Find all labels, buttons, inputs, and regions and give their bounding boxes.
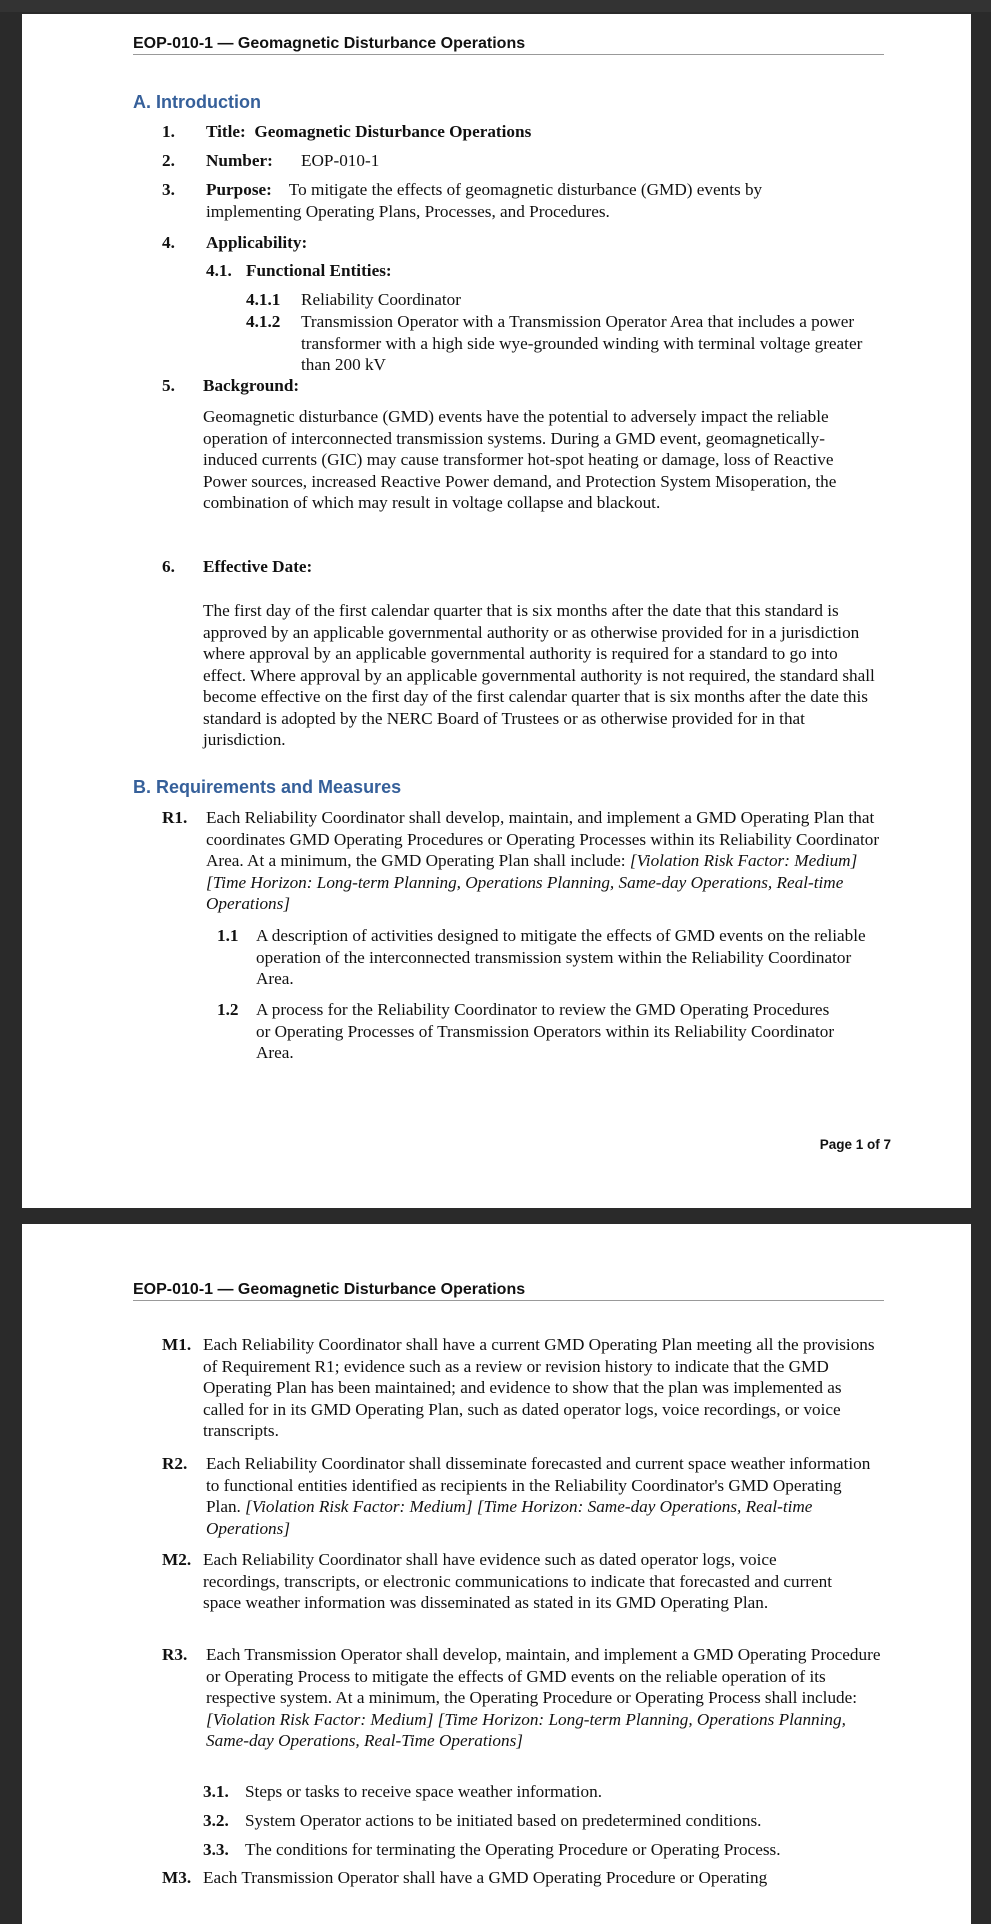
page-number: Page 1 of 7 bbox=[819, 1137, 891, 1152]
r2-risk-factor: [Violation Risk Factor: Medium] [Time Horizon: Same-day Operations, Real-time Operations] bbox=[206, 1497, 813, 1538]
r3-text: Each Transmission Operator shall develop, maintain, and implement a GMD Operating Procedure or Operating Process to mitigate the effects of GMD events on the reliable operation of its respective system. At a minimum, the Operating Procedure or Operating Process shall include: bbox=[206, 1645, 881, 1707]
purpose-label: Purpose: bbox=[206, 180, 272, 199]
section-a-heading: A. Introduction bbox=[133, 92, 261, 112]
background-label: Background: bbox=[203, 376, 300, 395]
purpose-value: To mitigate the effects of geomagnetic disturbance (GMD) events by implementing Operating Plans, Processes, and Procedures. bbox=[206, 180, 763, 221]
document-page-2: EOP-010-1 — Geomagnetic Disturbance Operations M1. Each Reliability Coordinator shall have a current GMD Operating Plan meeting all the provisions of Requirement R1; evidence such as a review or revision history to indicate that the GMD Operating Plan has been maintained; and evidence to show that the plan was implemented as called for in its GMD Operating Plan, such as dated operator logs, voice recordings, or voice transcripts. R2. Each Reliability Coordinator shall disseminate forecasted and current space weather information to functional entities identified as recipients in the Reliability Coordinator's GMD Operating Plan. [Violation Risk Factor: Medium] [Time Horizon: Same-day Operations, Real-time Operations] M2. Each Reliability Coordinator shall have evidence such as dated operator logs, voice recordings, transcripts, or electronic communications to indicate that forecasted and current space weather information was disseminated as stated in its GMD Operating Plan. R3. Each Transmission Operator shall develop, maintain, and implement a GMD Operating Procedure or Operating Process to mitigate the effects of GMD events on the reliable operation of its respective system. At a minimum, the Operating Procedure or Operating Process shall include: [Violation Risk Factor: Medium] [Time Horizon: Long-term Planning, Operations Planning, Same-day Operations, Real-Time Operations] 3.1. Steps or tasks to receive space weather information. 3.2. System Operator actions to be initiated based on predetermined conditions. 3.3. The conditions for terminating the Operating Procedure or Operating Process. M3. Each Transmission Operator shall have a GMD Operating Procedure or Operating bbox=[22, 1224, 971, 1924]
background-text: Geomagnetic disturbance (GMD) events have the potential to adversely impact the reliable operation of interconnected transmission systems. During a GMD event, geomagnetically-induced currents (GIC) may cause transformer hot-spot heating or damage, loss of Reactive Power sources, increased Reactive Power demand, and Protection System Misoperation, the combination of which may result in voltage collapse and blackout. bbox=[203, 407, 837, 512]
section-b-heading: B. Requirements and Measures bbox=[133, 777, 402, 797]
applicability-label: Applicability: bbox=[206, 233, 308, 252]
page-header: EOP-010-1 — Geomagnetic Disturbance Operations bbox=[133, 1281, 884, 1301]
page-header: EOP-010-1 — Geomagnetic Disturbance Operations bbox=[133, 35, 884, 55]
effective-label: Effective Date: bbox=[203, 557, 313, 576]
r1-risk-factor: [Violation Risk Factor: Medium] [Time Horizon: Long-term Planning, Operations Planning, Same-day Operations, Real-time Operations] bbox=[206, 851, 858, 913]
effective-text: The first day of the first calendar quarter that is six months after the date that this standard is approved by an applicable governmental authority or as otherwise provided for in a jurisdiction where approval by an applicable governmental authority is required for a standard to go into effect. Where approval by an applicable governmental authority is not required, the standard shall become effective on the first day of the first calendar quarter that is six months after the date this standard is adopted by the NERC Board of Trustees or as otherwise provided for in that jurisdiction. bbox=[203, 601, 875, 749]
number-label: Number: bbox=[206, 151, 273, 170]
r2-text: Each Reliability Coordinator shall disseminate forecasted and current space weather information to functional entities identified as recipients in the Reliability Coordinator's GMD Operating Plan. bbox=[206, 1454, 871, 1516]
number-value: EOP-010-1 bbox=[301, 151, 380, 170]
title-value: Geomagnetic Disturbance Operations bbox=[254, 122, 532, 141]
r1-text: Each Reliability Coordinator shall develop, maintain, and implement a GMD Operating Plan that coordinates GMD Operating Procedures or Operating Processes within its Reliability Coordinator Area. At a minimum, the GMD Operating Plan shall include: bbox=[206, 808, 880, 870]
functional-label: Functional Entities: bbox=[246, 261, 392, 280]
viewer-top-bar bbox=[0, 0, 991, 12]
document-page-1: EOP-010-1 — Geomagnetic Disturbance Operations A. Introduction 1. Title: Geomagnetic Disturbance Operations 2. Number: EOP-010-1 3. Purpose: To mitigate the effects of geomagnetic disturbance (GMD) events by implementing Operating Plans, Processes, and Procedures. 4. Applicability: 4.1. Functional Entities: 4.1.1 Reliability Coordinator 4.1.2 Transmission Operator with a Transmission Operator Area that includes a power transformer with a high side wye-grounded winding with terminal voltage greater than 200 kV 5. Background: Geomagnetic disturbance (GMD) events have the potential to adversely impact the reliable operation of interconnected transmission systems. During a GMD event, geomagnetically-induced currents (GIC) may cause transformer hot-spot heating or damage, loss of Reactive Power sources, increased Reactive Power demand, and Protection System Misoperation, the combination of which may result in voltage collapse and blackout. 6. Effective Date: The first day of the first calendar quarter that is six months after the date that this standard is approved by an applicable governmental authority or as otherwise provided for in a jurisdiction where approval by an applicable governmental authority is required for a standard to go into effect. Where approval by an applicable governmental authority is not required, the standard shall become effective on the first day of the first calendar quarter that is six months after the date this standard is adopted by the NERC Board of Trustees or as otherwise provided for in that jurisdiction. B. Requirements and Measures R1. Each Reliability Coordinator shall develop, maintain, and implement a GMD Operating Plan that coordinates GMD Operating Procedures or Operating Processes within its Reliability Coordinator Area. At a minimum, the GMD Operating Plan shall include: [Violation Risk Factor: Medium] [Time Horizon: Long-term Planning, Operations Planning, Same-day Operations, Real-time Operations] 1.1 A description of activities designed to mitigate the effects of GMD events on the reliable operation of the interconnected transmission system within the Reliability Coordinator Area. 1.2 A process for the Reliability Coordinator to review the GMD Operating Procedures or Operating Processes of Transmission Operators within its Reliability Coordinator Area. Page 1 of 7 bbox=[22, 14, 971, 1208]
r3-risk-factor: [Violation Risk Factor: Medium] [Time Horizon: Long-term Planning, Operations Planning, Same-day Operations, Real-Time Operations] bbox=[206, 1709, 846, 1750]
title-label: Title: bbox=[206, 122, 246, 141]
